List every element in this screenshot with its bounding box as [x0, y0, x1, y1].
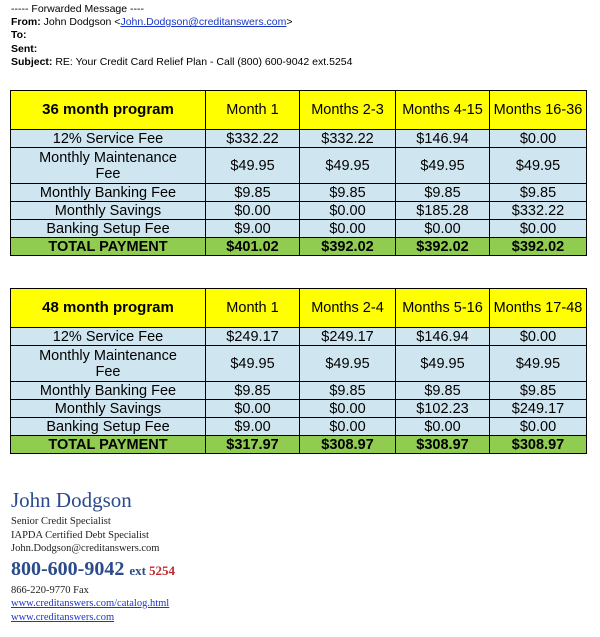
- sent-label: Sent:: [11, 42, 38, 55]
- month-header: Months 5-16: [396, 289, 490, 328]
- cell-value: $0.00: [490, 130, 587, 148]
- program-title: 36 month program: [11, 91, 206, 130]
- ext-number: 5254: [148, 562, 175, 578]
- total-value: $392.02: [490, 238, 587, 256]
- row-label: Monthly Maintenance Fee: [11, 346, 206, 382]
- cell-value: $49.95: [300, 346, 396, 382]
- month-header: Months 16-36: [490, 91, 587, 130]
- signature-name: John Dodgson: [11, 488, 132, 512]
- catalog-link[interactable]: www.creditanswers.com/catalog.html: [11, 598, 170, 609]
- cell-value: $0.00: [206, 400, 300, 418]
- row-label: Banking Setup Fee: [11, 418, 206, 436]
- cell-value: $49.95: [206, 346, 300, 382]
- row-label: Monthly Banking Fee: [11, 382, 206, 400]
- total-value: $308.97: [490, 436, 587, 454]
- signature-email: John.Dodgson@creditanswers.com: [11, 543, 160, 554]
- table-row: [11, 346, 587, 382]
- cell-value: $49.95: [490, 346, 587, 382]
- total-label: TOTAL PAYMENT: [11, 436, 206, 454]
- signature-title: Senior Credit Specialist: [11, 516, 111, 527]
- subject-text: RE: Your Credit Card Relief Plan - Call (800) 600-9042 ext.5254: [55, 55, 353, 68]
- subject-line: [11, 56, 352, 69]
- cell-value: $332.22: [300, 130, 396, 148]
- cell-value: $0.00: [300, 418, 396, 436]
- total-value: $401.02: [206, 238, 300, 256]
- row-label: Monthly Maintenance Fee: [11, 148, 206, 184]
- cell-value: $0.00: [490, 418, 587, 436]
- cell-value: $0.00: [206, 202, 300, 220]
- cell-value: $332.22: [490, 202, 587, 220]
- cell-value: $146.94: [396, 130, 490, 148]
- cell-value: $9.85: [300, 382, 396, 400]
- total-value: $308.97: [300, 436, 396, 454]
- signature-cert: IAPDA Certified Debt Specialist: [11, 529, 149, 541]
- from-name: John Dodgson <: [43, 16, 121, 29]
- total-row: [11, 238, 587, 256]
- cell-value: $9.85: [206, 382, 300, 400]
- total-value: $392.02: [396, 238, 490, 256]
- total-label: TOTAL PAYMENT: [11, 238, 206, 256]
- sent-line: [11, 43, 352, 56]
- table-row: [11, 184, 587, 202]
- to-line: [11, 29, 352, 42]
- cell-value: $9.85: [396, 382, 490, 400]
- month-header: Month 1: [206, 91, 300, 130]
- table-row: [11, 382, 587, 400]
- cell-value: $49.95: [490, 148, 587, 184]
- cell-value: $49.95: [300, 148, 396, 184]
- email-signature: [11, 488, 175, 624]
- cell-value: $249.17: [490, 400, 587, 418]
- cell-value: $0.00: [490, 328, 587, 346]
- table-row: [11, 148, 587, 184]
- cell-value: $0.00: [396, 418, 490, 436]
- phone-number: 800-600-9042: [11, 557, 125, 580]
- forwarded-line: ----- Forwarded Message ----: [11, 3, 145, 15]
- subject-label: Subject:: [11, 55, 53, 68]
- month-header: Months 2-3: [300, 91, 396, 130]
- table-header-row: [11, 91, 587, 130]
- cell-value: $185.28: [396, 202, 490, 220]
- cell-value: $0.00: [396, 220, 490, 238]
- from-email-link[interactable]: John.Dodgson@creditanswers.com: [120, 16, 287, 29]
- row-label: 12% Service Fee: [11, 328, 206, 346]
- cell-value: $249.17: [206, 328, 300, 346]
- table-row: [11, 202, 587, 220]
- cell-value: $9.00: [206, 220, 300, 238]
- website-link[interactable]: www.creditanswers.com: [11, 611, 115, 623]
- program-table-36: [10, 90, 587, 256]
- cell-value: $49.95: [396, 148, 490, 184]
- total-value: $317.97: [206, 436, 300, 454]
- cell-value: $332.22: [206, 130, 300, 148]
- cell-value: $102.23: [396, 400, 490, 418]
- cell-value: $146.94: [396, 328, 490, 346]
- from-label: From:: [11, 16, 41, 29]
- ext-label: ext: [129, 562, 146, 578]
- cell-value: $9.85: [300, 184, 396, 202]
- signature-fax: 866-220-9770 Fax: [11, 584, 89, 596]
- table-row: [11, 400, 587, 418]
- to-label: To:: [11, 29, 27, 42]
- month-header: Months 17-48: [490, 289, 587, 328]
- cell-value: $49.95: [206, 148, 300, 184]
- table-row: [11, 418, 587, 436]
- cell-value: $0.00: [300, 202, 396, 220]
- cell-value: $0.00: [300, 220, 396, 238]
- month-header: Month 1: [206, 289, 300, 328]
- cell-value: $0.00: [490, 220, 587, 238]
- row-label: Monthly Savings: [11, 400, 206, 418]
- table-row: [11, 220, 587, 238]
- row-label: Monthly Savings: [11, 202, 206, 220]
- cell-value: $9.85: [490, 382, 587, 400]
- program-table-48: [10, 288, 587, 454]
- total-value: $308.97: [396, 436, 490, 454]
- cell-value: $9.85: [206, 184, 300, 202]
- cell-value: $0.00: [300, 400, 396, 418]
- row-label: Banking Setup Fee: [11, 220, 206, 238]
- signature-phone: [11, 557, 175, 583]
- email-header: [11, 3, 352, 69]
- cell-value: $249.17: [300, 328, 396, 346]
- month-header: Months 2-4: [300, 289, 396, 328]
- total-value: $392.02: [300, 238, 396, 256]
- month-header: Months 4-15: [396, 91, 490, 130]
- from-close: >: [286, 16, 293, 29]
- table-row: [11, 130, 587, 148]
- program-title: 48 month program: [11, 289, 206, 328]
- row-label: 12% Service Fee: [11, 130, 206, 148]
- cell-value: $9.85: [396, 184, 490, 202]
- cell-value: $9.00: [206, 418, 300, 436]
- row-label: Monthly Banking Fee: [11, 184, 206, 202]
- total-row: [11, 436, 587, 454]
- table-row: [11, 328, 587, 346]
- cell-value: $9.85: [490, 184, 587, 202]
- cell-value: $49.95: [396, 346, 490, 382]
- from-line: [11, 16, 352, 29]
- table-header-row: [11, 289, 587, 328]
